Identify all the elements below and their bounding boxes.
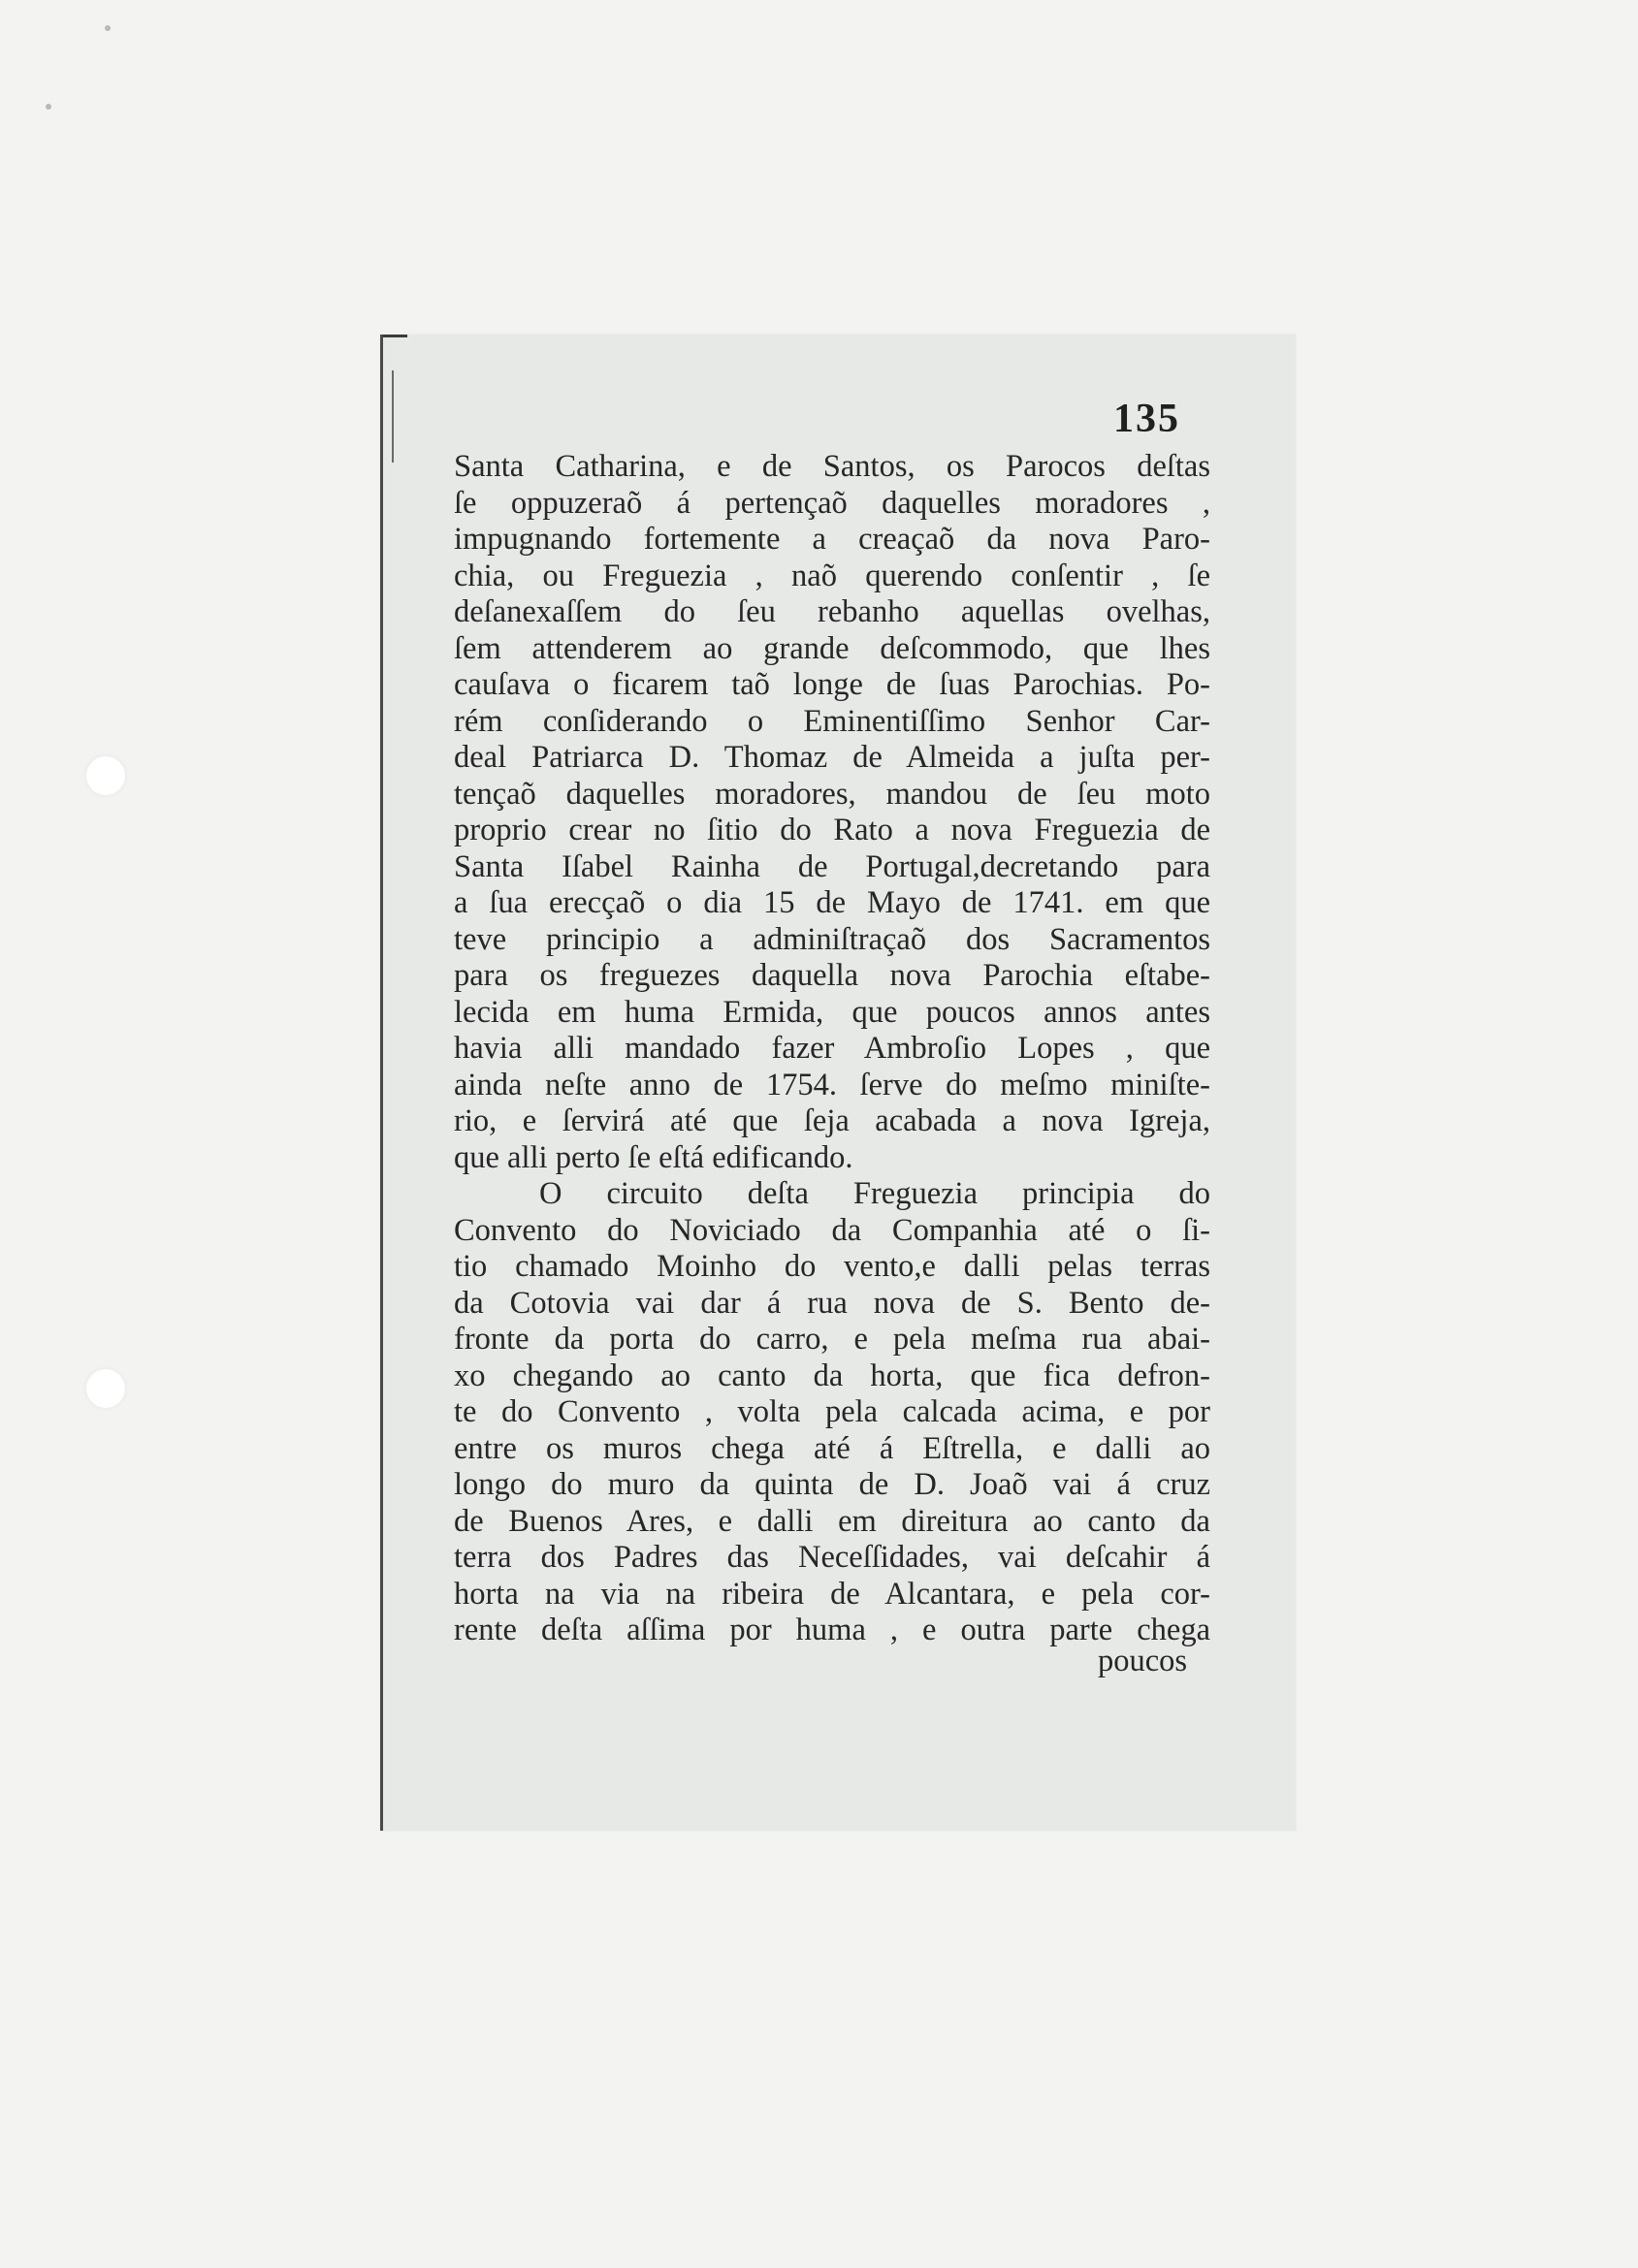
text-line: lecida em huma Ermida, que poucos annos antes — [454, 994, 1210, 1030]
text-line: havia alli mandado fazer Ambroſio Lopes , que — [454, 1031, 1210, 1066]
text-line: entre os muros chega até á Eſtrella, e dalli ao — [454, 1430, 1210, 1466]
text-line: Santa Iſabel Rainha de Portugal,decretando para — [454, 848, 1210, 884]
text-line: deal Patriarca D. Thomaz de Almeida a juſta per- — [454, 740, 1210, 775]
text-line: ſe oppuzeraõ á pertençaõ daquelles moradores , — [454, 485, 1210, 521]
catchword: poucos — [1098, 1644, 1188, 1678]
paper-speck — [46, 104, 51, 110]
text-line: chia, ou Freguezia , naõ querendo conſentir , ſe — [454, 558, 1210, 593]
page-number: 135 — [1113, 397, 1180, 441]
text-line: para os freguezes daquella nova Parochia eſtabe- — [454, 958, 1210, 993]
text-line: tençaõ daquelles moradores, mandou de ſeu moto — [454, 776, 1210, 812]
text-line: terra dos Padres das Neceſſidades, vai deſcahir á — [454, 1540, 1210, 1575]
text-line: te do Convento , volta pela calcada acima, e por — [454, 1394, 1210, 1429]
text-line: longo do muro da quinta de D. Joaõ vai á cruz — [454, 1467, 1210, 1502]
text-line: proprio crear no ſitio do Rato a nova Freguezia de — [454, 813, 1210, 847]
text-line: cauſava o ficarem taõ longe de ſuas Parochias. Po- — [454, 667, 1210, 702]
text-line: horta na via na ribeira de Alcantara, e pela cor- — [454, 1576, 1210, 1612]
text-line: ainda neſte anno de 1754. ſerve do meſmo miniſte- — [454, 1067, 1210, 1102]
text-line: O circuito deſta Freguezia principia do — [539, 1176, 1210, 1211]
text-line: rém conſiderando o Eminentiſſimo Senhor Car- — [454, 703, 1210, 739]
text-line: de Buenos Ares, e dalli em direitura ao canto da — [454, 1503, 1210, 1539]
text-line: Convento do Noviciado da Companhia até o ſi- — [454, 1212, 1210, 1248]
body-text — [454, 449, 1210, 1649]
print-border-left — [380, 335, 383, 1831]
text-line: da Cotovia vai dar á rua nova de S. Bento de- — [454, 1285, 1210, 1321]
print-border-top — [380, 335, 407, 337]
paper-speck — [105, 25, 111, 31]
text-line: fronte da porta do carro, e pela meſma rua abai- — [454, 1322, 1210, 1357]
print-border-mark — [392, 370, 394, 463]
text-line: rente deſta aſſima por huma , e outra parte chega — [454, 1613, 1210, 1647]
text-line: que alli perto ſe eſtá edificando. — [454, 1139, 853, 1175]
text-line: xo chegando ao canto da horta, que fica defron- — [454, 1358, 1210, 1393]
text-line: teve principio a adminiſtraçaõ dos Sacramentos — [454, 921, 1210, 957]
punch-hole-upper — [86, 756, 125, 795]
text-line: impugnando fortemente a creaçaõ da nova Paro- — [454, 522, 1210, 557]
text-line: tio chamado Moinho do vento,e dalli pelas terras — [454, 1249, 1210, 1284]
text-line: ſem attenderem ao grande deſcommodo, que lhes — [454, 630, 1210, 666]
text-line: Santa Catharina, e de Santos, os Parocos deſtas — [454, 449, 1210, 484]
punch-hole-lower — [86, 1369, 125, 1408]
text-line: rio, e ſervirá até que ſeja acabada a nova Igreja, — [454, 1103, 1210, 1138]
text-line: a ſua erecçaõ o dia 15 de Mayo de 1741. em que — [454, 885, 1210, 920]
text-line: deſanexaſſem do ſeu rebanho aquellas ovelhas, — [454, 594, 1210, 629]
